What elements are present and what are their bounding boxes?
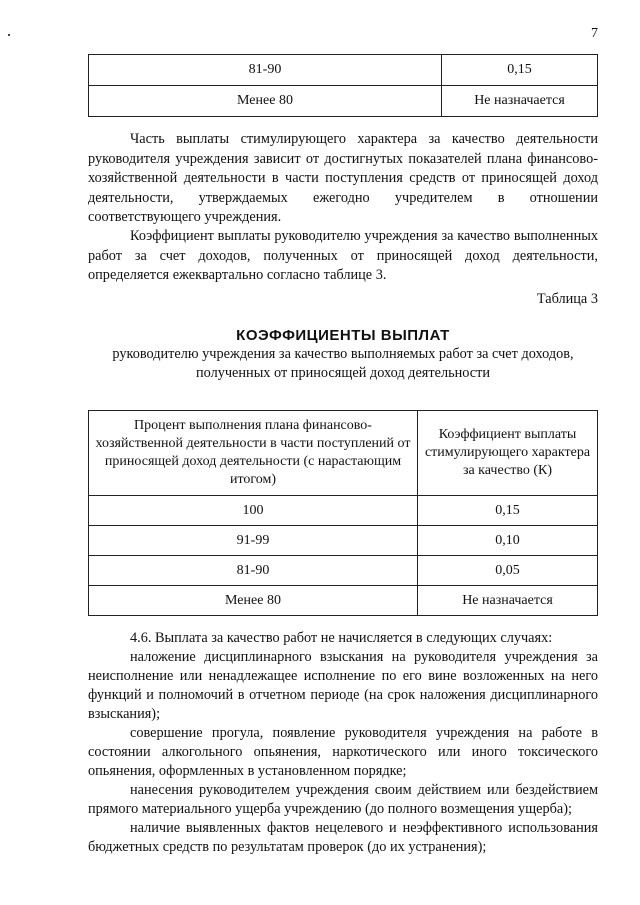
list-intro-text: 4.6. Выплата за качество работ не начисляется в следующих случаях: bbox=[130, 630, 553, 646]
table-cell: 0,15 bbox=[442, 55, 598, 86]
coefficients-table bbox=[88, 410, 598, 616]
scan-speck bbox=[8, 34, 10, 36]
list-item-text: совершение прогула, появление руководителя учреждения на работе в состоянии алкогольного опьянения, наркотического или иного токсического опьянения, оформленных в установленном порядке; bbox=[88, 725, 598, 779]
list-item bbox=[88, 819, 598, 857]
paragraph-2 bbox=[88, 227, 598, 286]
table-cell: 0,05 bbox=[418, 556, 598, 586]
table-cell: 100 bbox=[89, 496, 418, 526]
paragraph-2-text: Коэффициент выплаты руководителю учреждения за качество выполненных работ за счет доходов, полученных от приносящей доход деятельности, определяется ежеквартально согласно таблице 3. bbox=[88, 228, 598, 283]
list-item bbox=[88, 648, 598, 724]
list-item-text: нанесения руководителем учреждения своим действием или бездействием прямого материального ущерба учреждению (до полного возмещения ущерба); bbox=[88, 782, 598, 817]
table-cell: 81-90 bbox=[89, 55, 442, 86]
continued-table bbox=[88, 54, 598, 117]
table-row bbox=[89, 526, 598, 556]
column-header-percent: Процент выполнения плана финансово-хозяйственной деятельности в части поступлений от приносящей доход деятельности (с нарастающим итогом) bbox=[89, 411, 418, 496]
list-item bbox=[88, 781, 598, 819]
table-row bbox=[89, 556, 598, 586]
table-cell: Не назначается bbox=[418, 586, 598, 616]
table-caption: Таблица 3 bbox=[536, 291, 598, 307]
table-cell: 0,10 bbox=[418, 526, 598, 556]
table-row bbox=[89, 86, 598, 117]
table-cell: 81-90 bbox=[89, 556, 418, 586]
table-subtitle: руководителю учреждения за качество выполняемых работ за счет доходов, полученных от приносящей доход деятельности bbox=[112, 346, 574, 381]
table-cell: Менее 80 bbox=[89, 586, 418, 616]
table-row bbox=[89, 586, 598, 616]
table-cell: 0,15 bbox=[418, 496, 598, 526]
table-header-row bbox=[89, 411, 598, 496]
list-item-text: наложение дисциплинарного взыскания на руководителя учреждения за неисполнение или ненадлежащее исполнение по его вине возложенных на него функций и полномочий в отчетном периоде (на срок наложения дисциплинарного взыскания); bbox=[88, 649, 598, 722]
table-cell: 91-99 bbox=[89, 526, 418, 556]
exclusions-list bbox=[88, 629, 598, 857]
page-number: 7 bbox=[591, 26, 598, 41]
column-header-coefficient: Коэффициент выплаты стимулирующего характера за качество (К) bbox=[418, 411, 598, 496]
list-intro bbox=[88, 629, 598, 648]
paragraph-1-text: Часть выплаты стимулирующего характера за качество деятельности руководителя учреждения зависит от достигнутых показателей плана финансово-хозяйственной деятельности в части поступления средств от приносящей доход деятельности, утверждаемых ежегодно учредителем в отношении соответствующего учреждения. bbox=[88, 131, 598, 225]
table-title: КОЭФФИЦИЕНТЫ ВЫПЛАТ bbox=[236, 327, 450, 344]
paragraph-1 bbox=[88, 130, 598, 228]
table-row bbox=[89, 55, 598, 86]
table-row bbox=[89, 496, 598, 526]
table-cell: Менее 80 bbox=[89, 86, 442, 117]
list-item bbox=[88, 724, 598, 781]
table-cell: Не назначается bbox=[442, 86, 598, 117]
list-item-text: наличие выявленных фактов нецелевого и неэффективного использования бюджетных средств по результатам проверок (до их устранения); bbox=[88, 820, 598, 855]
